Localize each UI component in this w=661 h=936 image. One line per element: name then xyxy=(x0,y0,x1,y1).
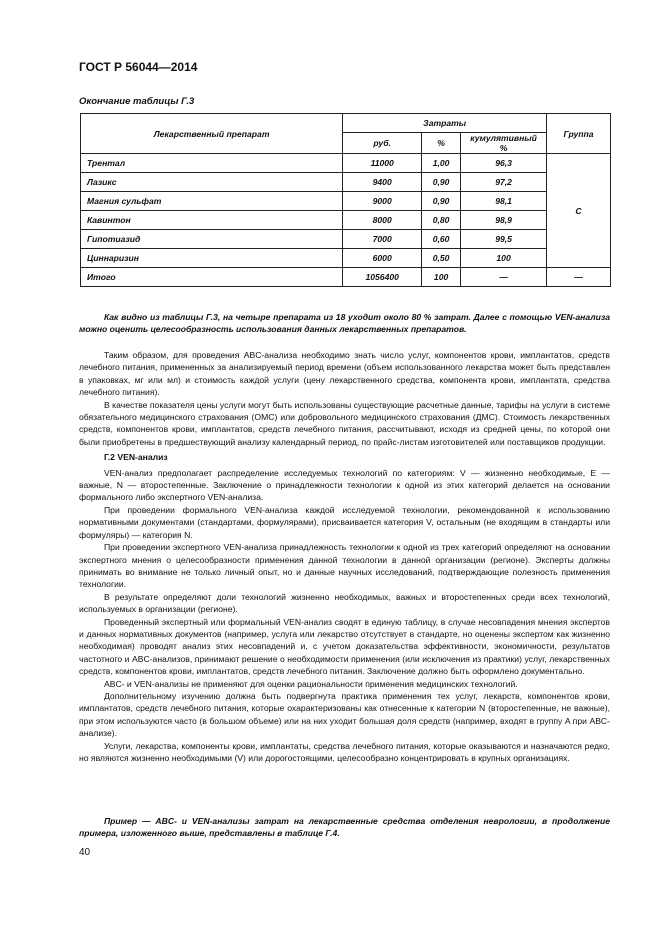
paragraph: Услуги, лекарства, компоненты крови, имплантаты, средства лечебного питания, которые оказываются и назначаются редко, но являются жизненно необходимыми (V) или дорогостоящими, целесообразно концентрировать в крупных организациях. xyxy=(79,740,610,763)
group-cell: С xyxy=(547,154,611,268)
paragraph: В результате определяют доли технологий жизненно необходимых, важных и второстепенных среди всех технологий, используемых в организации (регионе). xyxy=(79,591,610,615)
header-group: Группа xyxy=(547,114,611,154)
table-row: Магния сульфат 9000 0,90 98,1 xyxy=(81,192,611,211)
paragraph: При проведении формального VEN-анализа каждой исследуемой технологии, рекомендованной к использованию нормативными документами (стандартами, формулярами), присваивается категория V, остальным (не входящим в стандарты или формуляры) — категория N. xyxy=(79,504,610,540)
header-pct: % xyxy=(422,133,461,154)
table-row: Гипотиазид 7000 0,60 99,5 xyxy=(81,230,611,249)
paragraph: В качестве показателя цены услуги могут быть использованы существующие расчетные данные, тарифы на услуги в системе обязательного медицинского страхования (ОМС) или добровольного медицинского страхования (ДМС). Стоимость лекарственных средств, компонентов крови, имплантатов, средств лечебного питания, рассчитывают, исходя из средней цены, по которой они были приобретены в предшествующий анализу календарный период, по прайс-листам изготовителей или поставщиков продукции. xyxy=(79,399,610,447)
table-total-row: Итого 1056400 100 — — xyxy=(81,268,611,287)
paragraph: При проведении экспертного VEN-анализа принадлежность технологии к одной из трех категорий определяют на основании экспертного мнения о целесообразности применения данной технологии в данной организации (регионе). Эксперты должны принимать во внимание не только личный опыт, но и данные научных исследований, подтверждающие полезность применения технологии. xyxy=(79,542,610,590)
table-row: Кавинтон 8000 0,80 98,9 xyxy=(81,211,611,230)
header-rub: руб. xyxy=(343,133,422,154)
header-costs: Затраты xyxy=(343,114,547,133)
document-header: ГОСТ Р 56044—2014 xyxy=(79,60,198,74)
table-conclusion: Как видно из таблицы Г.3, на четыре препарата из 18 уходит около 80 % затрат. Далее с помощью VEN-анализа можно оценить целесообразность использования данных лекарственных препаратов. xyxy=(79,312,610,335)
page-number: 40 xyxy=(79,847,91,858)
table-row: Трентал 11000 1,00 96,3 С xyxy=(81,154,611,173)
table-row: Циннаризин 6000 0,50 100 xyxy=(81,249,611,268)
paragraph: Таким образом, для проведения ABC-анализа необходимо знать число услуг, компонентов крови, имплантатов, средств лечебного питания, примененных за анализируемый период времени (объем использованного лекарства может быть представлен в упаковках, мг или мл) и стоимость каждой услуги (цену лекарственного средства, компонента крови, имплантата, средства лечебного питания). xyxy=(79,350,610,398)
header-drug: Лекарственный препарат xyxy=(81,114,343,154)
paragraph: Проведенный экспертный или формальный VEN-анализ сводят в единую таблицу, в случае несовпадения мнения экспертов и данных нормативных документов (например, услуга или лекарство отсутствует в стандарте, но оценены экспертом как жизненно необходимая) проводят анализ этих несовпадений и, с учетом доказательства эффективности, экономичности, результатов частотного и ABC-анализов, принимают решение о необходимости применения (или исключения из практики) услуг, лекарственных средств, компонентов крови, имплантатов, средств лечебного питания. Заключение должно быть оформлено документально. xyxy=(79,616,610,677)
table-row: Лазикс 9400 0,90 97,2 xyxy=(81,173,611,192)
paragraph: ABC- и VEN-анализы не применяют для оценки рациональности применения медицинских технологий. xyxy=(104,678,518,689)
example-note: Пример — ABC- и VEN-анализы затрат на лекарственные средства отделения неврологии, в продолжение примера, изложенного выше, представлены в таблице Г.4. xyxy=(79,816,610,839)
paragraph: Дополнительному изучению должна быть подвергнута практика применения тех услуг, лекарств, компонентов крови, имплантатов, средств лечебного питания, которые охарактеризованы как отнесенные к категории N (второстепенные, не важные), при этом используются часто (в большом объеме) или на них уходит большая доля средств (например, входят в группу A при ABC-анализе). xyxy=(79,690,610,739)
section-heading: Г.2 VEN-анализ xyxy=(104,452,168,463)
header-cum: кумулятивный % xyxy=(461,133,547,154)
paragraph: VEN-анализ предполагает распределение исследуемых технологий по категориям: V — жизненно необходимые, E — важные, N — второстепенные. Заключение о принадлежности технологии к одной из этих категорий делается на основании формального либо экспертного VEN-анализа. xyxy=(79,467,610,503)
drug-costs-table xyxy=(80,113,611,287)
table-caption: Окончание таблицы Г.3 xyxy=(79,96,195,107)
body-text xyxy=(79,349,610,764)
